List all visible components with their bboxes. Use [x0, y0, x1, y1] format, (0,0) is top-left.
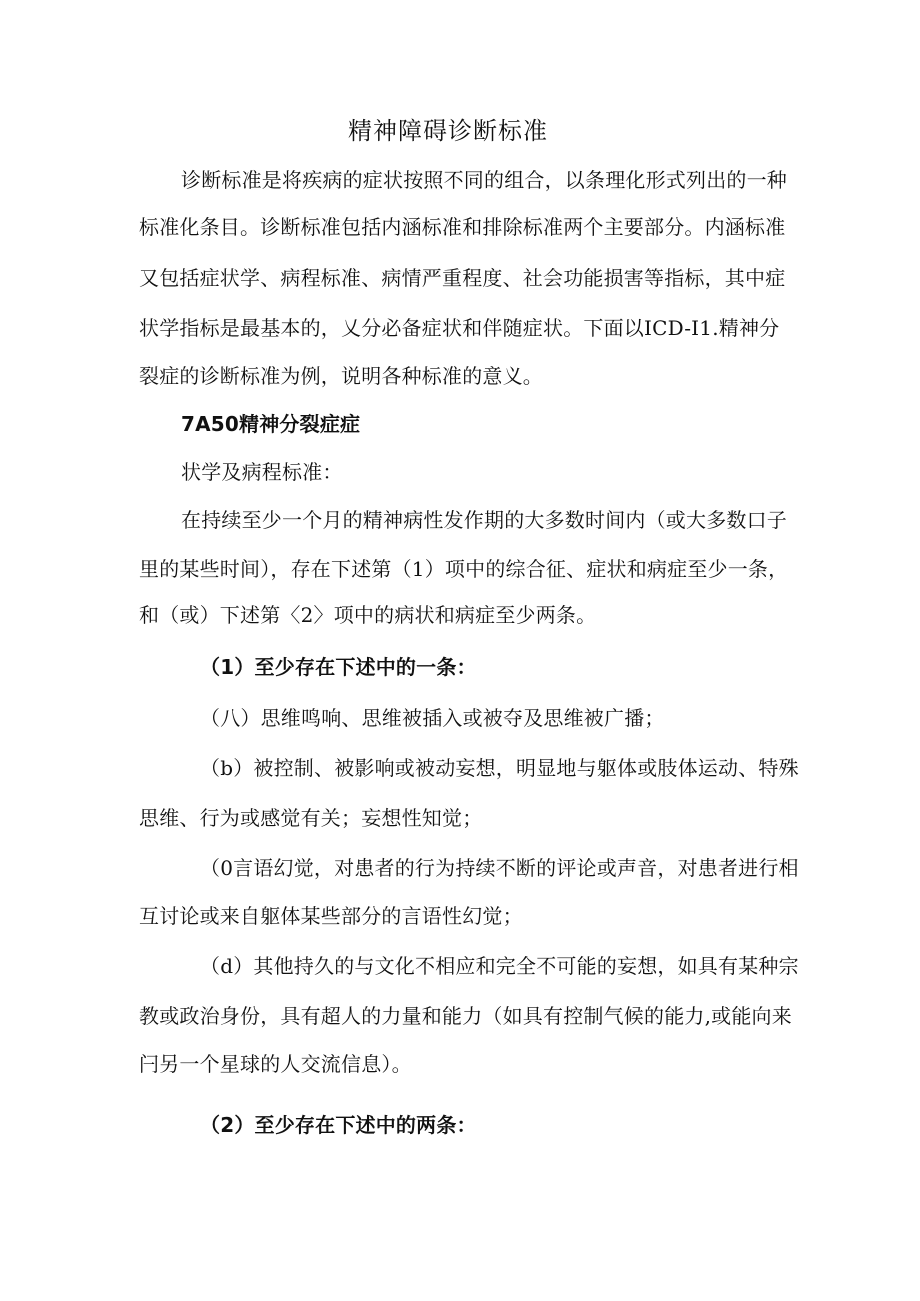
- criteria-intro-line-3: 和（或）下述第〈2〉项中的病状和病症至少两条。: [139, 603, 597, 627]
- group1-item-c-line-2: 互讨论或来自躯体某些部分的言语性幻觉；: [139, 904, 523, 928]
- intro-line-4: 状学指标是最基本的，乂分必备症状和伴随症状。下面以ICD-I1.精神分: [139, 316, 780, 340]
- criteria-intro-line-1: 在持续至少一个月的精神病性发作期的大多数时间内（或大多数口子: [181, 508, 787, 532]
- group1-item-c-line-1: （0言语幻觉，对患者的行为持续不断的评论或声音，对患者进行相: [200, 856, 799, 880]
- group1-item-a: （八）思维鸣响、思维被插入或被夺及思维被广播；: [200, 706, 665, 730]
- group1-item-d-line-1: （d）其他持久的与文化不相应和完全不可能的妄想，如具有某种宗: [200, 954, 799, 978]
- intro-line-5: 裂症的诊断标准为例，说明各种标准的意义。: [139, 364, 543, 388]
- intro-line-3: 又包括症状学、病程标准、病情严重程度、社会功能损害等指标，其中症: [139, 266, 786, 290]
- section-heading: 7A50精神分裂症症: [181, 412, 361, 436]
- group2-heading: （2）至少存在下述中的两条：: [200, 1113, 477, 1137]
- intro-line-2: 标准化条目。诊断标准包括内涵标准和排除标准两个主要部分。内涵标准: [139, 215, 786, 239]
- group1-heading: （1）至少存在下述中的一条：: [200, 655, 477, 679]
- subsection-label: 状学及病程标准：: [181, 460, 343, 484]
- criteria-intro-line-2: 里的某些时间），存在下述第（1）项中的综合征、症状和病症至少一条，: [139, 557, 789, 581]
- document-title: 精神障碍诊断标准: [348, 117, 548, 145]
- group1-item-d-line-3: 闩另一个星球的人交流信息）。: [139, 1052, 412, 1076]
- intro-line-1: 诊断标准是将疾病的症状按照不同的组合，以条理化形式列出的一种: [181, 168, 787, 192]
- group1-item-d-line-2: 教或政治身份，具有超人的力量和能力（如具有控制气候的能力,或能向来: [139, 1004, 792, 1028]
- group1-item-b-line-2: 思维、行为或感觉有关；妄想性知觉；: [139, 806, 483, 830]
- group1-item-b-line-1: （b）被控制、被影响或被动妄想，明显地与躯体或肢体运动、特殊: [200, 756, 799, 780]
